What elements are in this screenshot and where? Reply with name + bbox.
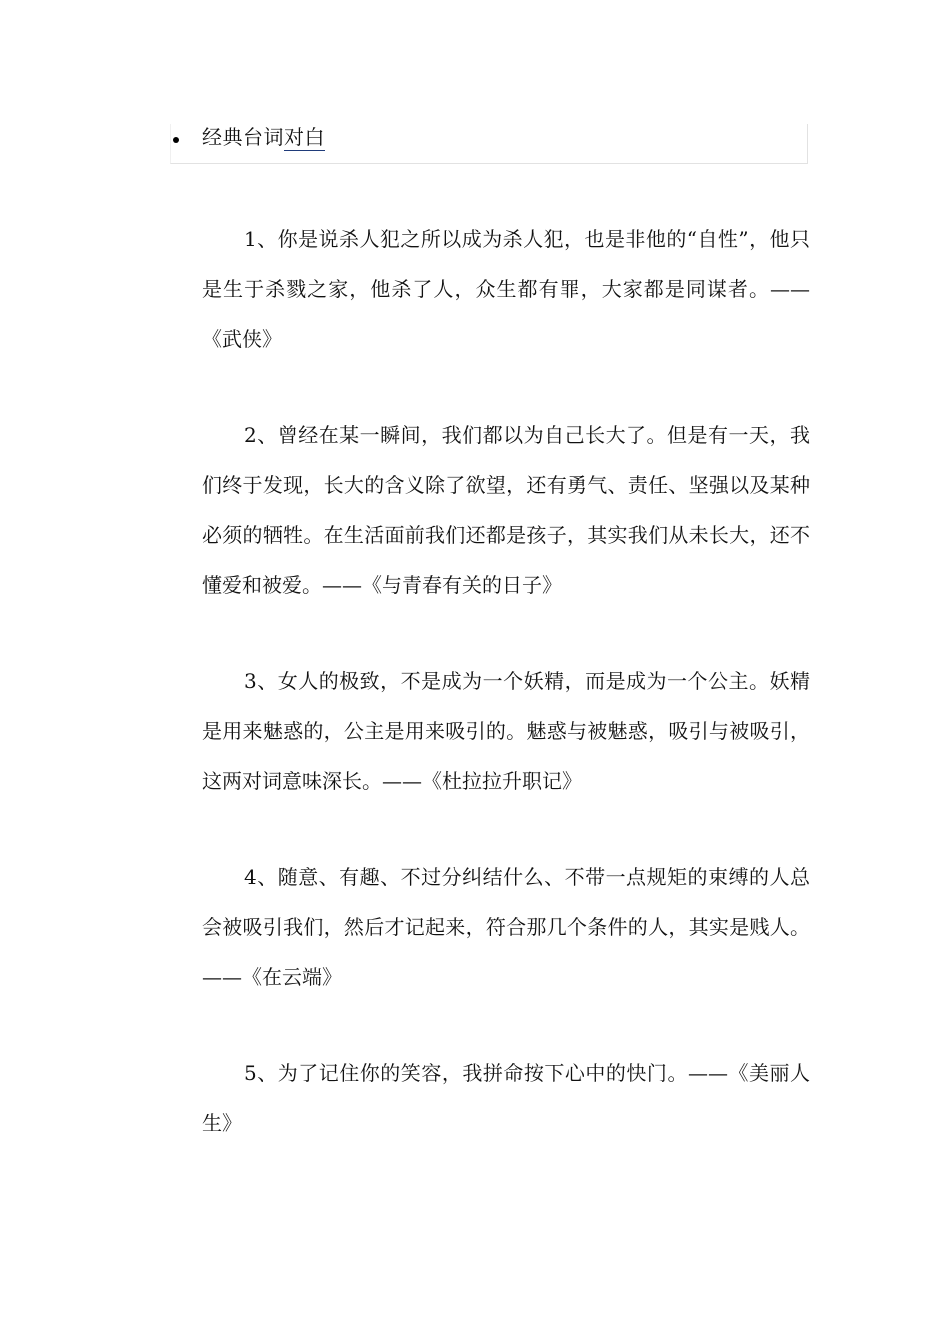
quote-paragraph: 1、你是说杀人犯之所以成为杀人犯，也是非他的“自性”，他只是生于杀戮之家，他杀了人，众生都有罪，大家都是同谋者。——《武侠》 — [202, 227, 810, 351]
heading-link[interactable]: 对白 — [284, 125, 325, 149]
quote-paragraph: 3、女人的极致，不是成为一个妖精，而是成为一个公主。妖精是用来魅惑的，公主是用来吸引的。魅惑与被魅惑，吸引与被吸引，这两对词意味深长。——《杜拉拉升职记》 — [202, 669, 810, 793]
quote-paragraph: 2、曾经在某一瞬间，我们都以为自己长大了。但是有一天，我们终于发现，长大的含义除了欲望，还有勇气、责任、坚强以及某种必须的牺牲。在生活面前我们还都是孩子，其实我们从未长大，还不懂爱和被爱。——《与青春有关的日子》 — [202, 423, 810, 597]
heading-text: 经典台词 — [202, 125, 284, 149]
section-heading — [202, 122, 325, 152]
quote-list — [202, 214, 810, 1148]
quote-paragraph: 5、为了记住你的笑容，我拼命按下心中的快门。——《美丽人生》 — [202, 1061, 810, 1135]
bullet-icon — [173, 137, 179, 143]
quote-paragraph: 4、随意、有趣、不过分纠结什么、不带一点规矩的束缚的人总会被吸引我们，然后才记起来，符合那几个条件的人，其实是贱人。——《在云端》 — [202, 865, 810, 989]
